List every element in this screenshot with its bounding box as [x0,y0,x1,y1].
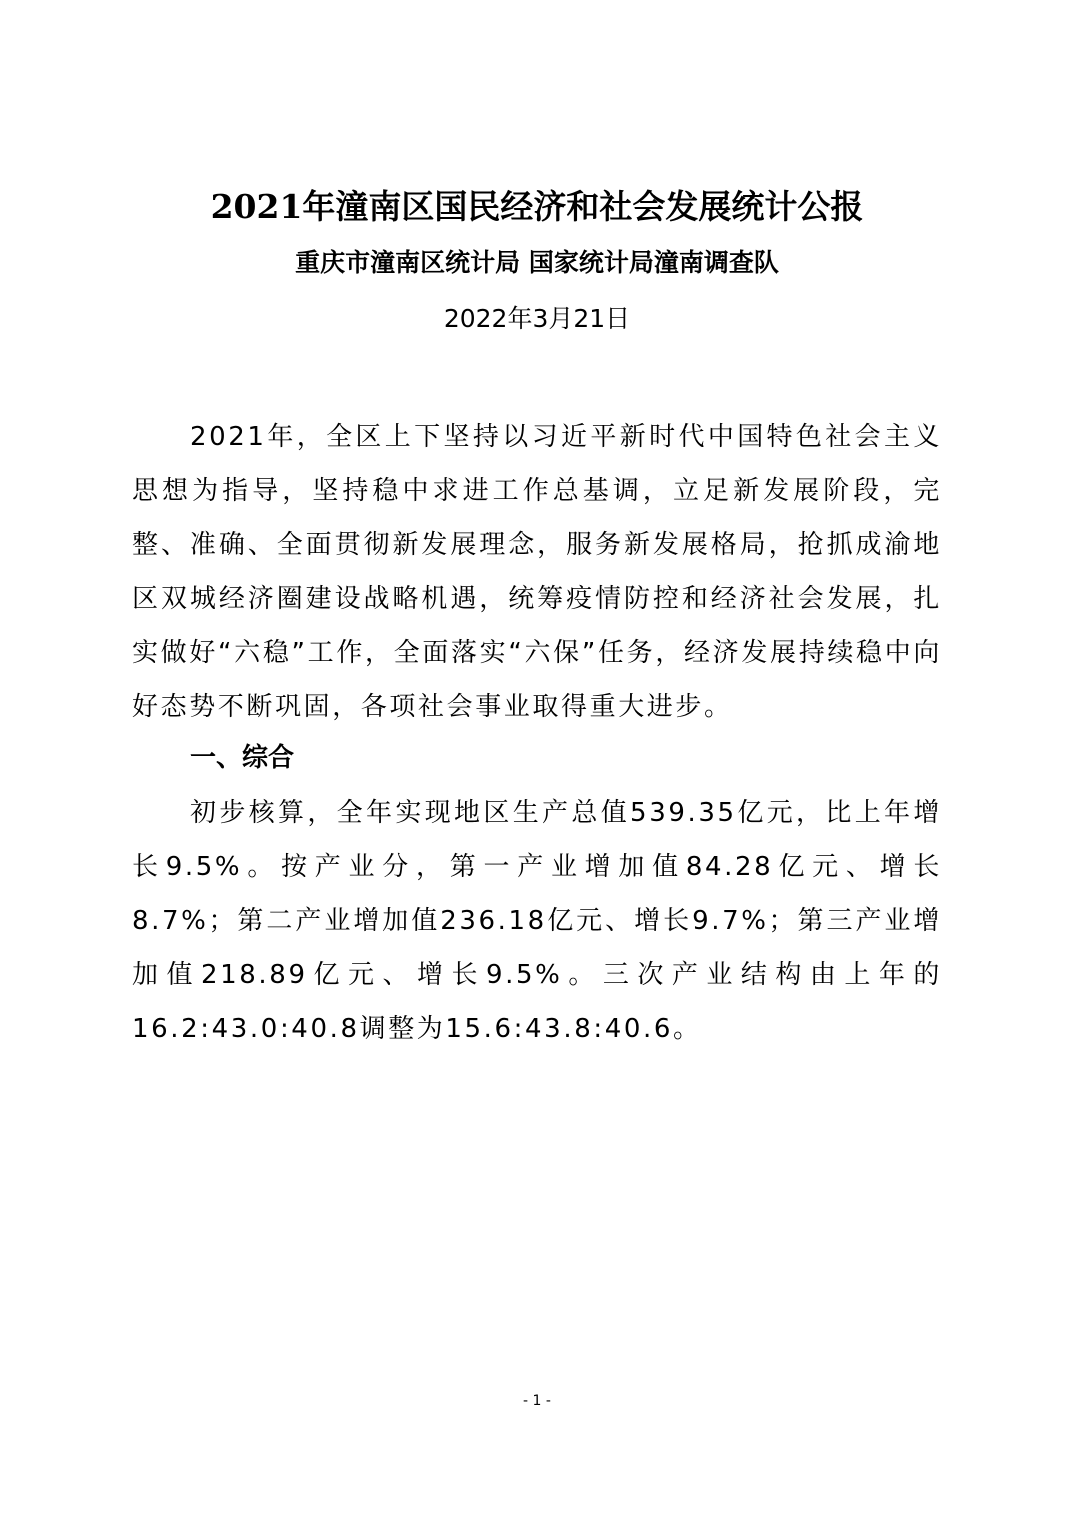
document-subtitle: 重庆市潼南区统计局 国家统计局潼南调查队 [295,248,779,277]
section-heading: 一、综合 [190,743,295,773]
document-title: 2021年潼南区国民经济和社会发展统计公报 [210,187,864,226]
document-date: 2022年3月21日 [443,304,631,333]
page-number: - 1 - [523,1393,551,1409]
section-paragraph: 初步核算，全年实现地区生产总值539.35亿元，比上年增长9.5%。按产业分，第一产业增加值84.28亿元、增长8.7%；第二产业增加值236.18亿元、增长9.7%；第三产业增加值218.89亿元、增长9.5%。三次产业结构由上年的16.2:43.0:40.8调整为15.6:43.8:40.6。 [132,798,942,1044]
intro-paragraph: 2021年，全区上下坚持以习近平新时代中国特色社会主义思想为指导，坚持稳中求进工作总基调，立足新发展阶段，完整、准确、全面贯彻新发展理念，服务新发展格局，抢抓成渝地区双城经济圈建设战略机遇，统筹疫情防控和经济社会发展，扎实做好“六稳”工作，全面落实“六保”任务，经济发展持续稳中向好态势不断巩固，各项社会事业取得重大进步。 [132,422,942,722]
